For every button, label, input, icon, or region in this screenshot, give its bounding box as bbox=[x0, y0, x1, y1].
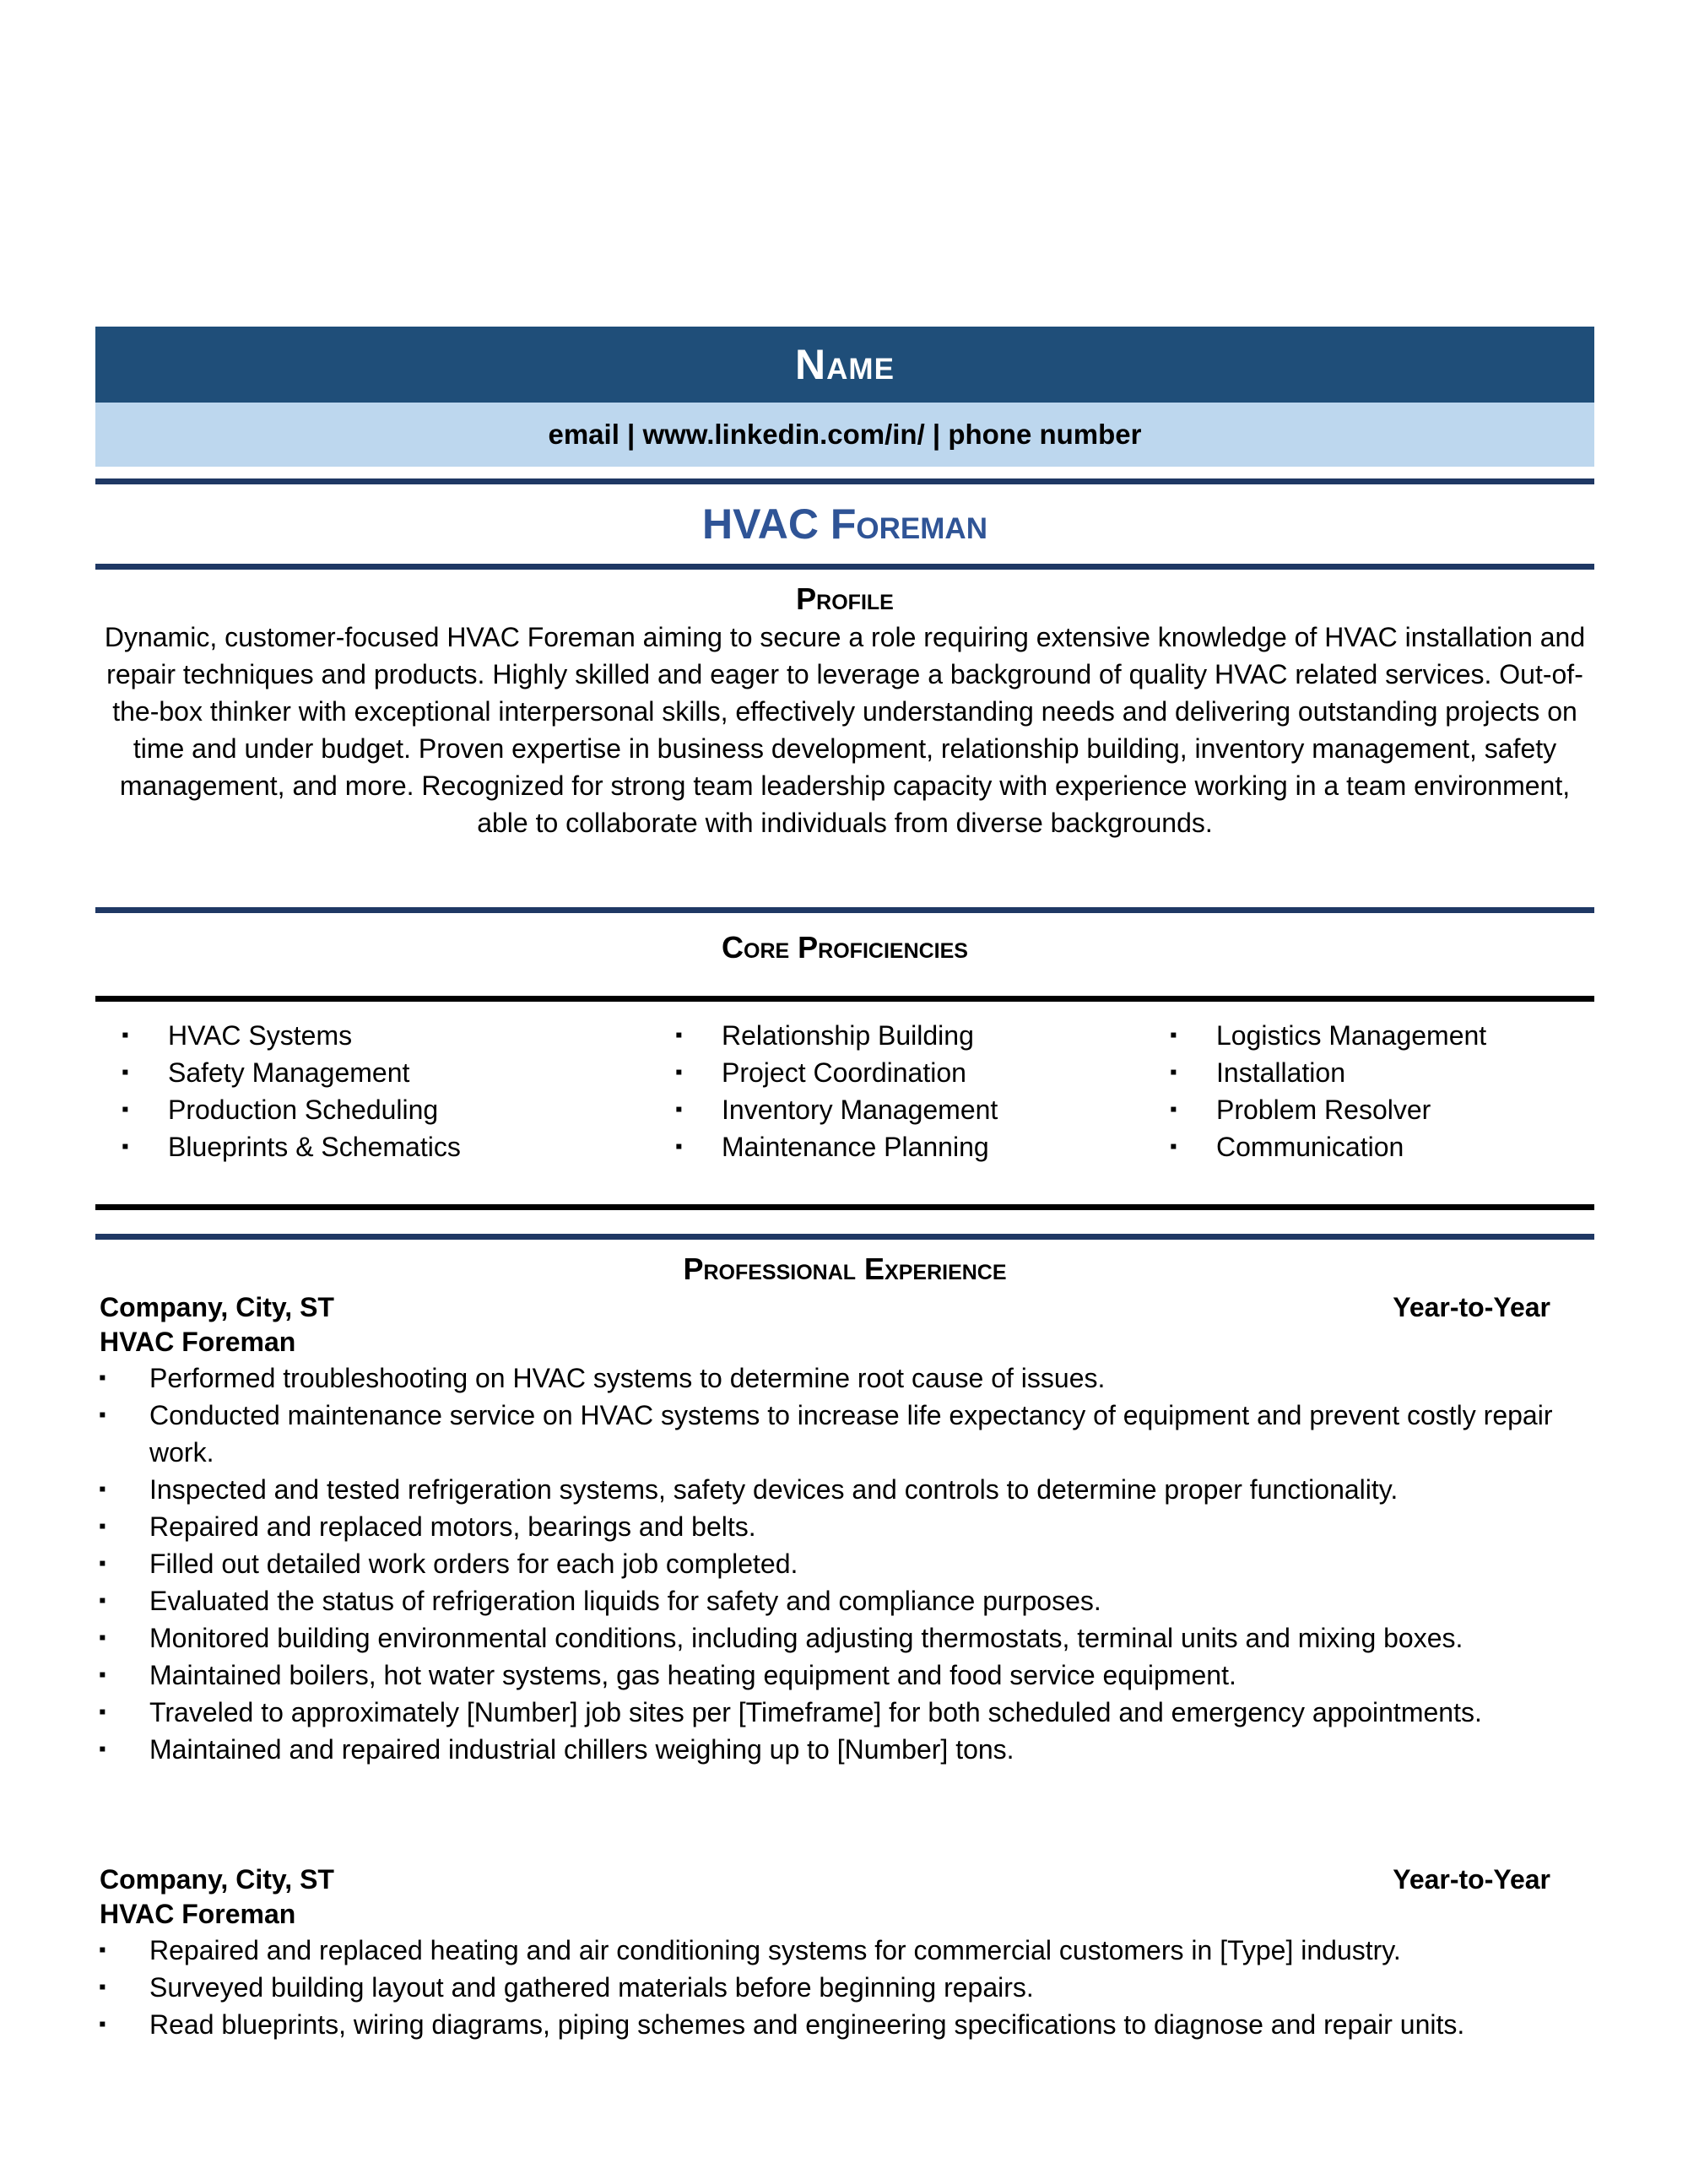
bullet: ▪ bbox=[99, 1589, 106, 1612]
list-item: ▪ Traveled to approximately [Number] job sites per [Timeframe] for both scheduled and emergency appointments. bbox=[149, 1694, 1561, 1731]
job-dates: Year-to-Year bbox=[1393, 1864, 1550, 1895]
list-item: ▪ Filled out detailed work orders for each job completed. bbox=[149, 1545, 1561, 1582]
divider bbox=[95, 907, 1594, 913]
job-role: HVAC Foreman bbox=[100, 1899, 296, 1929]
proficiencies-heading: Core Proficiencies bbox=[722, 930, 968, 965]
bullet: ▪ bbox=[122, 1135, 129, 1158]
bullet: ▪ bbox=[99, 1403, 106, 1426]
candidate-name: Name bbox=[795, 341, 895, 388]
bullet: ▪ bbox=[99, 2013, 106, 2035]
bullet: ▪ bbox=[99, 1976, 106, 1998]
company-row bbox=[95, 1290, 1594, 1325]
bullet: ▪ bbox=[1170, 1061, 1177, 1084]
job-entry bbox=[95, 1862, 1594, 2043]
contact-line: email | www.linkedin.com/in/ | phone number bbox=[548, 419, 1142, 450]
job-entry bbox=[95, 1290, 1594, 1768]
company-row bbox=[95, 1862, 1594, 1897]
job-bullets bbox=[95, 1360, 1594, 1768]
bullet: ▪ bbox=[675, 1098, 683, 1121]
list-item: ▪ HVAC Systems bbox=[168, 1017, 674, 1054]
divider bbox=[95, 1234, 1594, 1240]
bullet: ▪ bbox=[99, 1626, 106, 1649]
bullet: ▪ bbox=[1170, 1024, 1177, 1046]
bullet: ▪ bbox=[99, 1552, 106, 1575]
list-item: ▪ Safety Management bbox=[168, 1054, 674, 1091]
profile-heading: Profile bbox=[796, 581, 894, 616]
list-item: ▪ Conducted maintenance service on HVAC systems to increase life expectancy of equipment and prevent costly repair work. bbox=[149, 1397, 1561, 1471]
bullet: ▪ bbox=[99, 1366, 106, 1389]
proficiency-column bbox=[122, 1017, 674, 1165]
list-item: ▪ Monitored building environmental conditions, including adjusting thermostats, terminal units and mixing boxes. bbox=[149, 1619, 1561, 1657]
resume-page bbox=[95, 327, 1594, 2043]
divider bbox=[95, 996, 1594, 1002]
name-banner bbox=[95, 327, 1594, 403]
list-item: ▪ Repaired and replaced motors, bearings and belts. bbox=[149, 1508, 1561, 1545]
bullet: ▪ bbox=[122, 1098, 129, 1121]
divider bbox=[95, 564, 1594, 570]
proficiencies-grid bbox=[95, 1002, 1594, 1204]
list-item: ▪ Inventory Management bbox=[722, 1091, 1169, 1128]
bullet: ▪ bbox=[99, 1938, 106, 1961]
divider bbox=[95, 478, 1594, 484]
list-item: ▪ Relationship Building bbox=[722, 1017, 1169, 1054]
list-item: ▪ Communication bbox=[1216, 1128, 1571, 1165]
company-name: Company, City, ST bbox=[100, 1292, 334, 1322]
list-item: ▪ Project Coordination bbox=[722, 1054, 1169, 1091]
bullet: ▪ bbox=[1170, 1098, 1177, 1121]
profile-summary: Dynamic, customer-focused HVAC Foreman aiming to secure a role requiring extensive knowledge of HVAC installation and repair techniques and products. Highly skilled and eager to leverage a background of quality HVAC related services. Out-of-the-box thinker with exceptional interpersonal skills, effectively understanding needs and delivering outstanding projects on time and under budget. Proven expertise in business development, relationship building, inventory management, safety management, and more. Recognized for strong team leadership capacity with experience working in a team environment, able to collaborate with individuals from diverse backgrounds. bbox=[104, 622, 1586, 838]
list-item: ▪ Surveyed building layout and gathered materials before beginning repairs. bbox=[149, 1969, 1561, 2006]
list-item: ▪ Maintained and repaired industrial chillers weighing up to [Number] tons. bbox=[149, 1731, 1561, 1768]
experience-heading: Professional Experience bbox=[683, 1251, 1007, 1286]
divider bbox=[95, 1204, 1594, 1210]
list-item: ▪ Problem Resolver bbox=[1216, 1091, 1571, 1128]
list-item: ▪ Maintained boilers, hot water systems, gas heating equipment and food service equipment. bbox=[149, 1657, 1561, 1694]
list-item: ▪ Installation bbox=[1216, 1054, 1571, 1091]
bullet: ▪ bbox=[1170, 1135, 1177, 1158]
bullet: ▪ bbox=[122, 1061, 129, 1084]
list-item: ▪ Repaired and replaced heating and air conditioning systems for commercial customers in [Type] industry. bbox=[149, 1932, 1561, 1969]
list-item: ▪ Blueprints & Schematics bbox=[168, 1128, 674, 1165]
bullet: ▪ bbox=[675, 1061, 683, 1084]
bullet: ▪ bbox=[99, 1700, 106, 1723]
bullet: ▪ bbox=[99, 1515, 106, 1538]
job-dates: Year-to-Year bbox=[1393, 1292, 1550, 1322]
proficiency-column bbox=[675, 1017, 1169, 1165]
bullet: ▪ bbox=[99, 1663, 106, 1686]
job-bullets bbox=[95, 1932, 1594, 2043]
job-title: HVAC Foreman bbox=[702, 500, 987, 548]
job-role: HVAC Foreman bbox=[100, 1327, 296, 1357]
bullet: ▪ bbox=[122, 1024, 129, 1046]
proficiency-column bbox=[1170, 1017, 1571, 1165]
bullet: ▪ bbox=[675, 1135, 683, 1158]
list-item: ▪ Evaluated the status of refrigeration liquids for safety and compliance purposes. bbox=[149, 1582, 1561, 1619]
list-item: ▪ Logistics Management bbox=[1216, 1017, 1571, 1054]
company-name: Company, City, ST bbox=[100, 1864, 334, 1895]
list-item: ▪ Production Scheduling bbox=[168, 1091, 674, 1128]
list-item: ▪ Maintenance Planning bbox=[722, 1128, 1169, 1165]
bullet: ▪ bbox=[99, 1738, 106, 1760]
list-item: ▪ Inspected and tested refrigeration systems, safety devices and controls to determine proper functionality. bbox=[149, 1471, 1561, 1508]
bullet: ▪ bbox=[675, 1024, 683, 1046]
bullet: ▪ bbox=[99, 1478, 106, 1500]
list-item: ▪ Performed troubleshooting on HVAC systems to determine root cause of issues. bbox=[149, 1360, 1561, 1397]
contact-banner bbox=[95, 403, 1594, 467]
list-item: ▪ Read blueprints, wiring diagrams, piping schemes and engineering specifications to diagnose and repair units. bbox=[149, 2006, 1561, 2043]
